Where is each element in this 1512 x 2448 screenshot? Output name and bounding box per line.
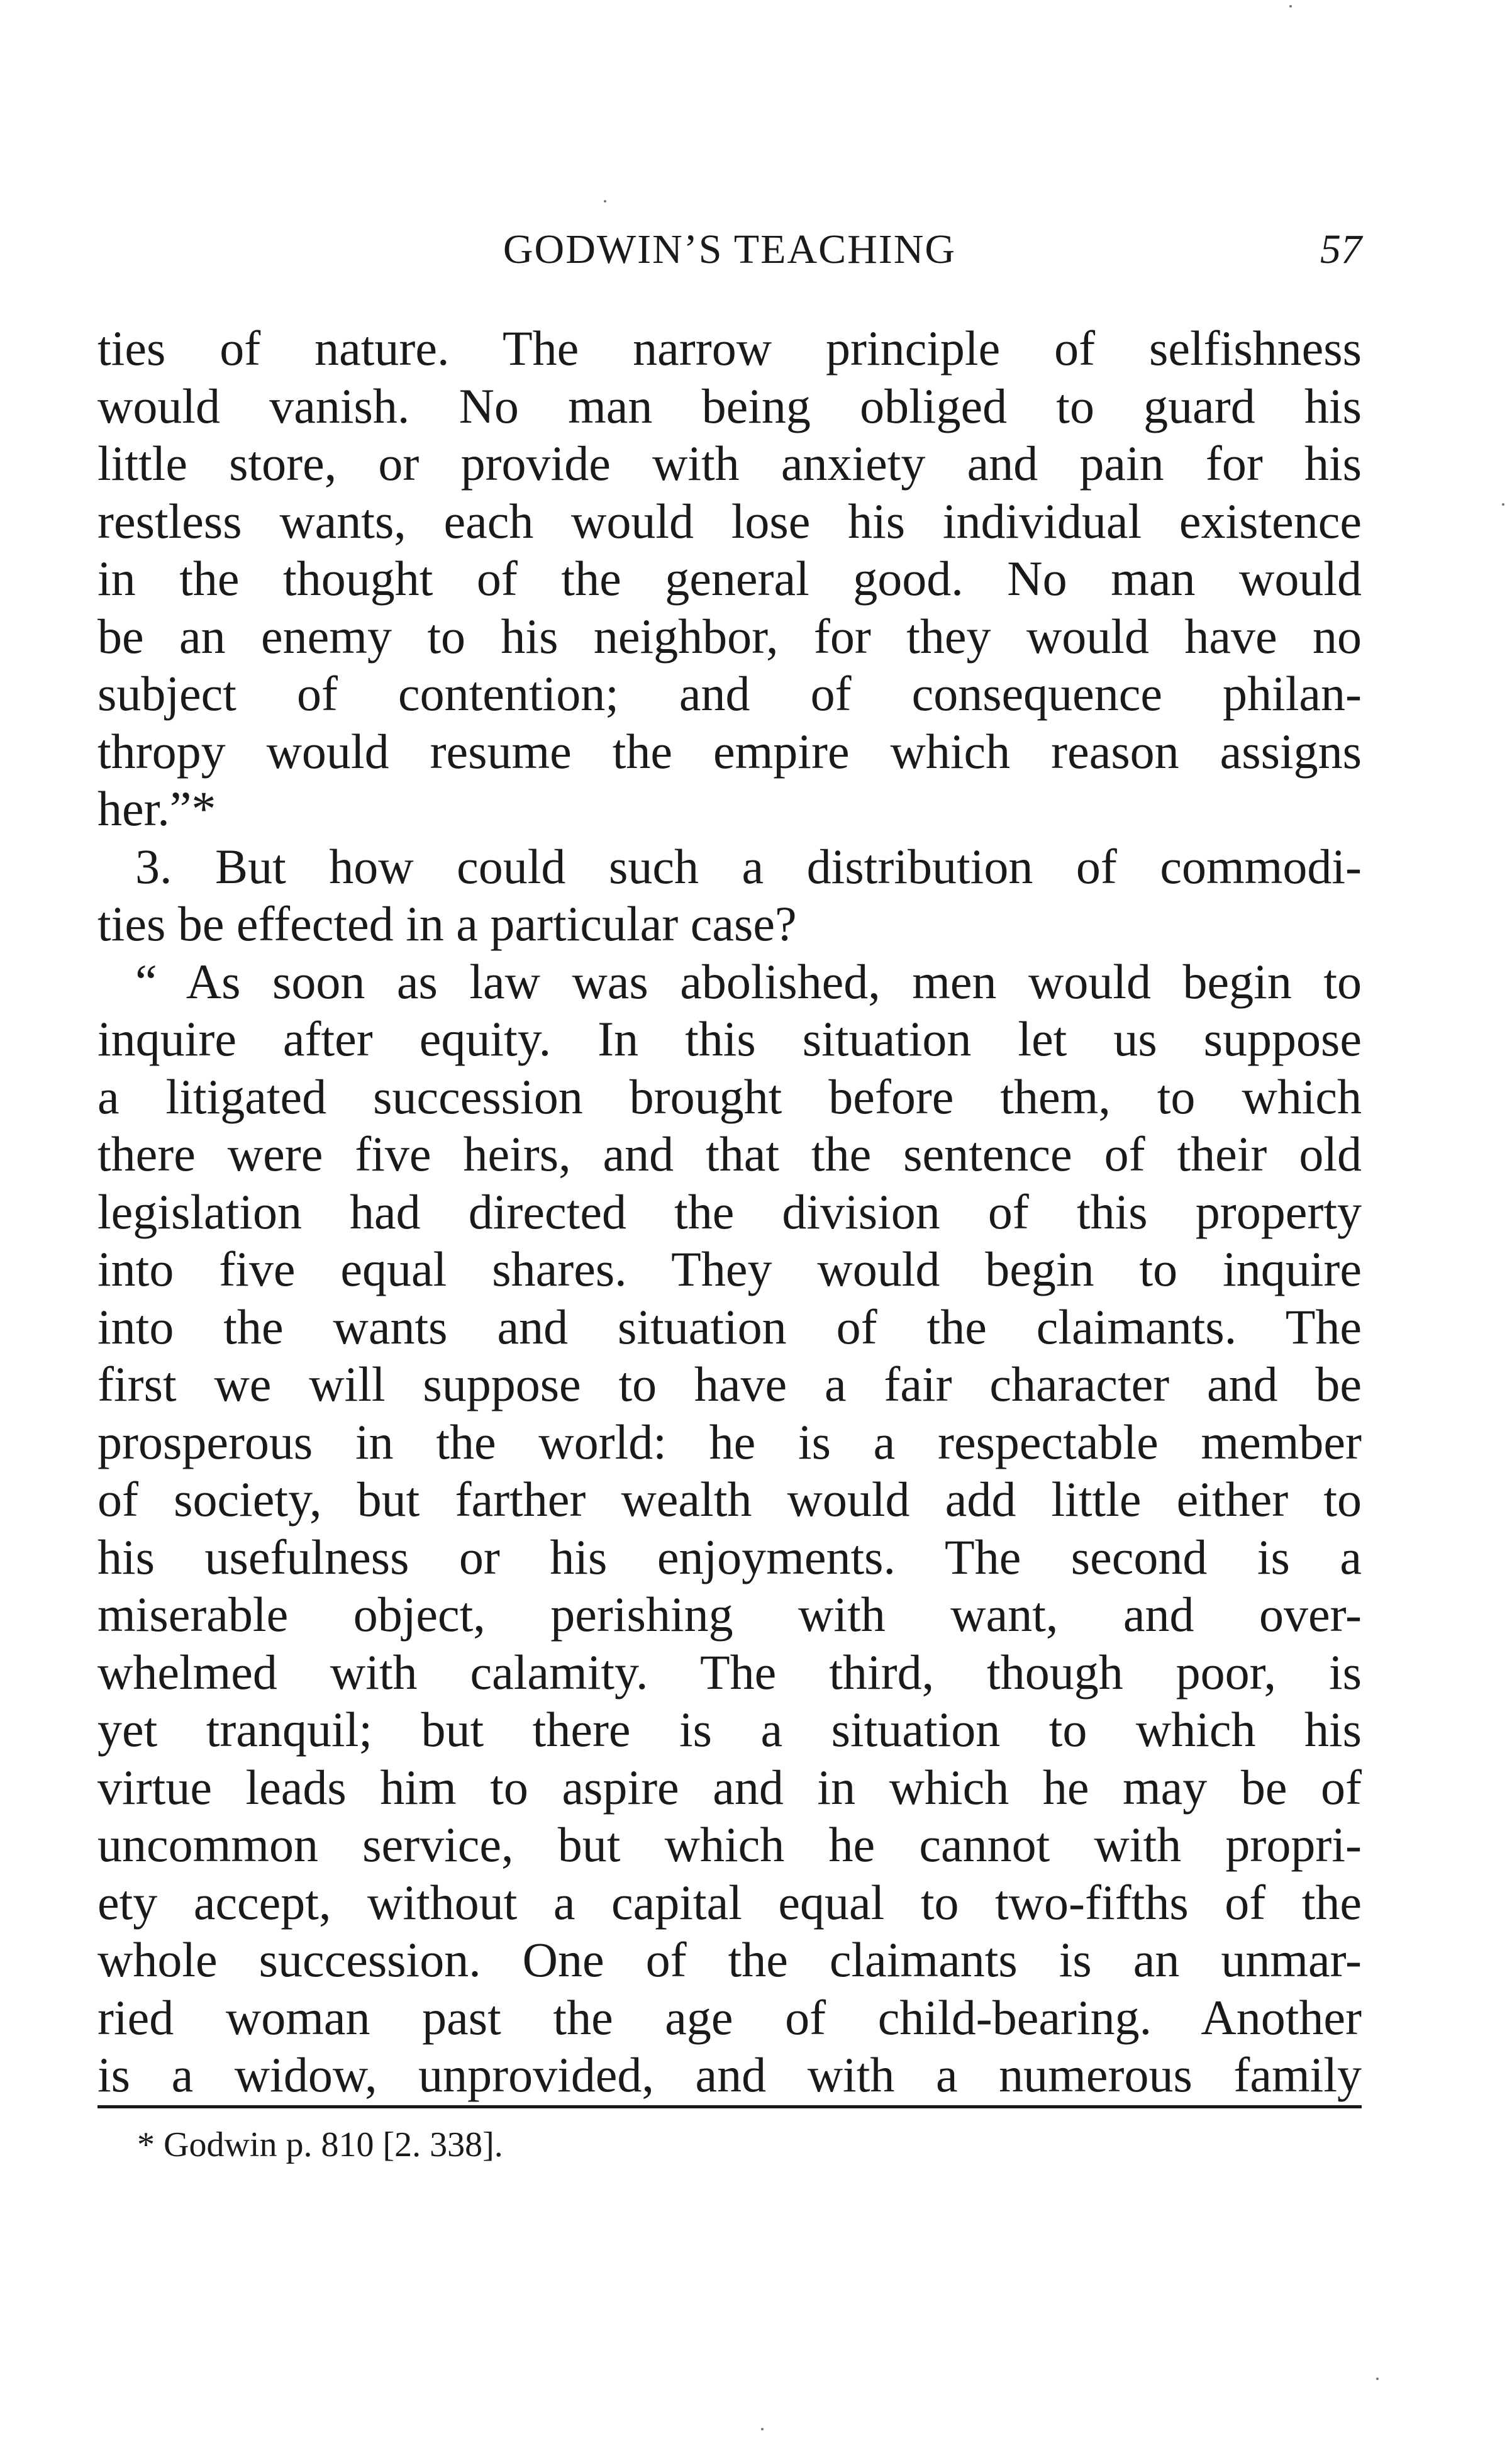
page-number: 57 [1320,226,1362,272]
running-head [97,221,1362,278]
print-speck [1289,5,1292,8]
print-speck [1376,2378,1379,2380]
body-text [97,320,1362,2104]
text-line-paragraph-start: “ As soon as law was abolished, men would begin to [135,954,1362,1009]
text-line: his usefulness or his enjoyments. The second is a [97,1529,1362,1584]
text-line: prosperous in the world: he is a respectable member [97,1414,1362,1469]
text-line: legislation had directed the division of this property [97,1184,1362,1239]
footnote-rule [97,2105,1362,2108]
text-line: be an enemy to his neighbor, for they would have no [97,608,1362,664]
text-line: in the thought of the general good. No man would [97,551,1362,606]
text-line: uncommon service, but which he cannot with propri- [97,1817,1362,1872]
text-line-last: ties be effected in a particular case? [97,896,797,951]
text-line: first we will suppose to have a fair character and be [97,1357,1362,1411]
running-title: GODWIN’S TEACHING [503,226,957,272]
text-line: ried woman past the age of child-bearing. Another [97,1989,1362,2045]
print-speck [761,2428,764,2430]
text-line: is a widow, unprovided, and with a numerous family [97,2047,1362,2102]
footnote: * Godwin p. 810 [2. 338]. [137,2125,503,2164]
text-line: thropy would resume the empire which reason assigns [97,723,1362,779]
text-line: of society, but farther wealth would add little either to [97,1472,1362,1527]
text-line: whelmed with calamity. The third, though poor, is [97,1644,1362,1700]
text-line: restless wants, each would lose his individual existence [97,493,1362,548]
text-line: ety accept, without a capital equal to two-fifths of the [97,1874,1362,1930]
text-line: whole succession. One of the claimants is an unmar- [97,1932,1362,1987]
text-line: into the wants and situation of the claimants. The [97,1299,1362,1354]
text-line: a litigated succession brought before them, to which [97,1069,1362,1124]
text-line: ties of nature. The narrow principle of selfishness [97,321,1362,376]
text-line: yet tranquil; but there is a situation to which his [97,1702,1362,1757]
text-line: subject of contention; and of consequence philan- [97,666,1362,721]
text-line-paragraph-start: 3. But how could such a distribution of commodi- [135,838,1362,894]
print-speck [1502,503,1504,506]
print-speck [604,200,606,203]
text-line: into five equal shares. They would begin to inquire [97,1242,1362,1296]
text-line: virtue leads him to aspire and in which he may be of [97,1759,1362,1815]
text-line: would vanish. No man being obliged to guard his [97,378,1362,433]
text-line: little store, or provide with anxiety and pain for his [97,436,1362,491]
text-line-last: her.”* [97,781,216,836]
text-line: there were five heirs, and that the sentence of their old [97,1127,1362,1181]
text-line: miserable object, perishing with want, and over- [97,1587,1362,1642]
text-line: inquire after equity. In this situation let us suppose [97,1011,1362,1066]
